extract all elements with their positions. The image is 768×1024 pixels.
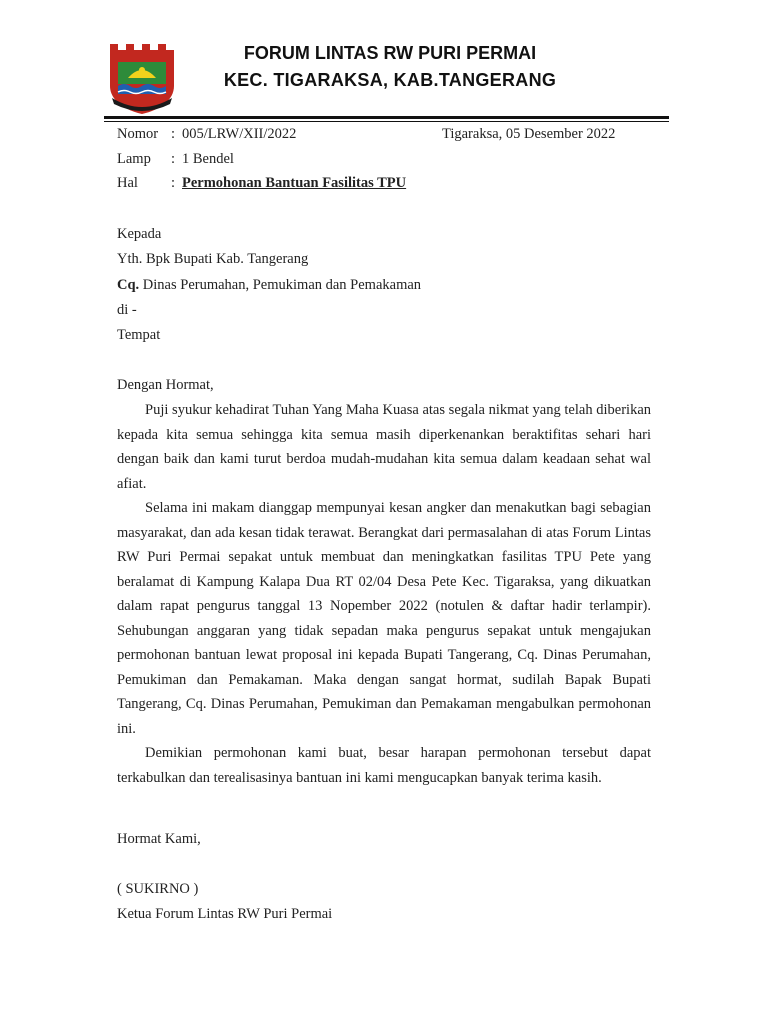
salutation: Dengan Hormat, (117, 377, 214, 393)
paragraph-2: Selama ini makam dianggap mempunyai kesan angker dan menakutkan bagi sebagian masyarakat, dan ada kesan tidak terawat. Berangkat dari permasalahan di atas Forum Lintas RW Puri Permai sepakat untuk membuat dan meningkatkan fasilitas TPU Pete yang beralamat di Kampung Kalapa Dua RT 02/04 Desa Pete Kec. Tigaraksa, yang dikuatkan dalam rapat pengurus tanggal 13 Nopember 2022 (notulen & daftar hadir terlampir). Sehubungan anggaran yang tidak sepadan maka pengurus sepakat untuk mengajukan permohonan bantuan lewat proposal ini kepada Bupati Tangerang, Cq. Dinas Perumahan, Pemukiman dan Pemakaman. Maka dengan sangat hormat, sudilah Bapak Bupati Tangerang, Cq. Dinas Perumahan, Pemukiman dan Pemakaman mengabulkan permohonan ini. (117, 500, 651, 737)
signer-name: ( SUKIRNO ) (117, 881, 199, 897)
signer-title: Ketua Forum Lintas RW Puri Permai (117, 906, 333, 922)
lamp-value: 1 Bendel (182, 151, 234, 167)
tempat-line: Tempat (117, 327, 161, 343)
nomor-colon: : (171, 126, 176, 142)
closing-greeting: Hormat Kami, (117, 831, 201, 847)
kepada: Kepada (117, 226, 162, 242)
cq-line (117, 276, 421, 294)
org-district: KEC. TIGARAKSA, KAB.TANGERANG (223, 70, 557, 90)
org-name: FORUM LINTAS RW PURI PERMAI (243, 43, 537, 63)
regency-logo (104, 40, 180, 116)
cq-label: Cq. (117, 277, 140, 293)
hal-colon: : (171, 175, 176, 191)
place-date: Tigaraksa, 05 Desember 2022 (442, 126, 616, 142)
paragraph-3: Demikian permohonan kami buat, besar harapan permohonan tersebut dapat terkabulkan dan terealisasinya bantuan ini kami mengucapkan banyak terima kasih. (117, 745, 651, 786)
recipient: Yth. Bpk Bupati Kab. Tangerang (117, 251, 309, 267)
hal-value: Permohonan Bantuan Fasilitas TPU (182, 175, 407, 191)
lamp-colon: : (171, 151, 176, 167)
letter-body (117, 398, 651, 790)
nomor-value: 005/LRW/XII/2022 (182, 126, 297, 142)
hal-label: Hal (117, 175, 138, 191)
header-rule-thick (104, 116, 669, 119)
paragraph-1: Puji syukur kehadirat Tuhan Yang Maha Kuasa atas segala nikmat yang telah diberikan kepada kita semua sehingga kita semua masih diperkenankan beraktifitas sehari hari dengan baik dan kami turut berdoa mudah-mudahan kita semua dalam keadaan sehat wal afiat. (117, 402, 651, 492)
cq-value: Dinas Perumahan, Pemukiman dan Pemakaman (139, 277, 422, 293)
di-line: di - (117, 302, 137, 318)
nomor-label: Nomor (117, 126, 159, 142)
header-rule-thin (104, 121, 669, 122)
lamp-label: Lamp (117, 151, 151, 167)
